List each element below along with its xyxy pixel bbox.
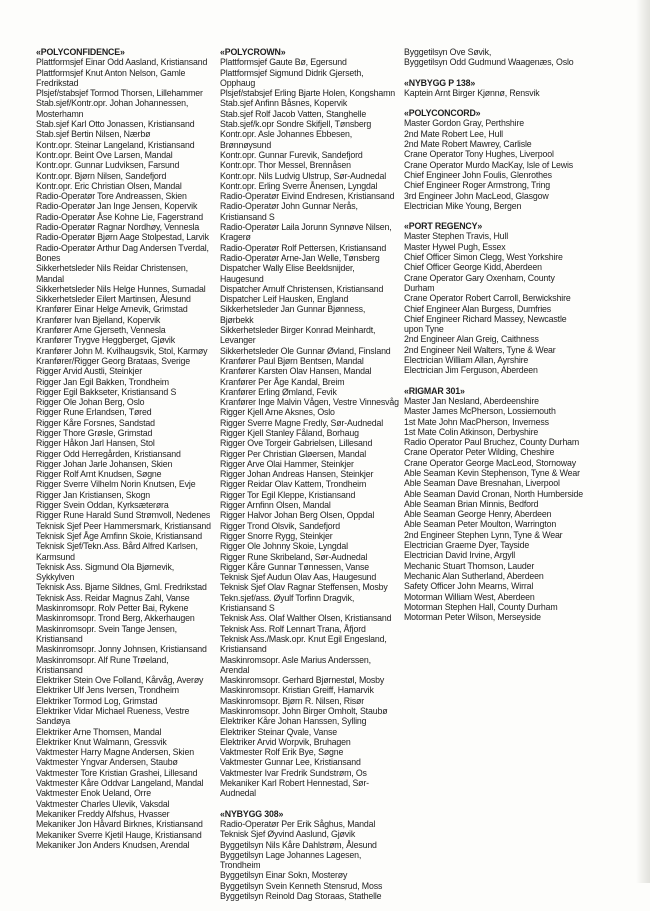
crew-entry: Crane Operator Robert Carroll, Berwickshire xyxy=(404,293,571,304)
crew-entry: Kranfører Ivan Bjelland, Kopervik xyxy=(36,314,161,325)
crew-entry: Mekaniker Jon Anders Knudsen, Arendal xyxy=(36,839,190,850)
crew-entry: Dispatcher Arnulf Christensen, Kristiansand xyxy=(220,283,384,294)
crew-entry: Kranfører Paul Bjørn Bentsen, Mandal xyxy=(220,355,364,366)
crew-entry: Maskinromsopr. John Birger Omholt, Staubø xyxy=(220,706,388,716)
crew-entry: Sikkerhetsleder Birger Konrad Meinhardt, xyxy=(220,325,376,336)
crew-entry: Electrician Graeme Dyer, Tayside xyxy=(404,540,530,551)
crew-entry: Mechanic Alan Sutherland, Aberdeen xyxy=(404,570,544,581)
crew-entry: Rigger Egil Bakkseter, Kristiansand S xyxy=(36,386,177,397)
crew-entry: Teknisk Ass. Reidar Magnus Zahl, Vanse xyxy=(36,592,190,603)
crew-entry: Chief Officer George Kidd, Aberdeen xyxy=(404,262,542,273)
crew-entry: Radio-Operatør Åse Kohne Lie, Fagerstrand xyxy=(36,211,203,222)
crew-entry: Stab.sjef Anfinn Båsnes, Kopervik xyxy=(220,98,348,109)
crew-entry: Kranfører Einar Helge Arnevik, Grimstad xyxy=(36,304,188,315)
crew-entry: Chief Officer Simon Clegg, West Yorkshire xyxy=(404,252,563,263)
crew-entry: Rigger Johan Jarle Johansen, Skien xyxy=(36,458,173,469)
crew-entry: Sikkerhetsleder Eilert Martinsen, Ålesund xyxy=(36,294,191,305)
crew-section xyxy=(220,47,400,799)
crew-entry: Vaktmester Ivar Fredrik Sundstrøm, Os xyxy=(220,767,367,778)
crew-entry: 1st Mate Colin Atkinson, Derbyshire xyxy=(404,426,539,437)
crew-entry: Radio-Operatør Arthur Dag Andersen Tverdal, xyxy=(36,242,209,253)
crew-entry: Rigger Rune Harald Sund Strømvoll, Nedenes xyxy=(36,510,211,521)
crew-entry: Kragerø xyxy=(220,232,251,243)
crew-entry: Able Seaman David Cronan, North Humberside xyxy=(404,488,584,499)
crew-entry: Radio-Operatør John Gunnar Nerås, Kristiansand S xyxy=(220,201,361,222)
crew-entry: Motorman William West, Aberdeen xyxy=(404,591,535,602)
crew-entry: Stab.sjef/k.opr Sondre Skifjell, Tønsberg xyxy=(220,119,372,130)
crew-entry: Sikkerhetsleder Ole Gunnar Øvland, Finsland xyxy=(220,345,391,356)
crew-entry: Byggetilsyn Odd Gudmund Waagenæs, Oslo xyxy=(404,57,574,68)
crew-entry: Kranfører/Rigger Georg Brataas, Sverige xyxy=(36,355,191,366)
crew-entry: Radio-Operatør Tore Andreassen, Skien xyxy=(36,191,187,202)
column-2 xyxy=(220,47,400,911)
crew-entry: 3rd Engineer John MacLeod, Glasgow xyxy=(404,190,549,201)
crew-entry: Rigger Thore Grøsle, Grimstad xyxy=(36,427,153,438)
crew-entry: Rigger Johan Andreas Hansen, Steinkjer xyxy=(220,469,374,480)
crew-entry: Motorman Peter Wilson, Merseyside xyxy=(404,612,541,623)
crew-entry: Teknisk Sjef Åge Arnfinn Skoie, Kristiansand xyxy=(36,530,203,541)
crew-entry: Stab.sjef Rolf Jacob Vatten, Stanghelle xyxy=(220,108,367,119)
crew-entry: Byggetilsyn Ove Søvik, xyxy=(404,47,492,57)
crew-entry: Rigger Sverre Vilhelm Norin Knutsen, Evje xyxy=(36,479,196,490)
crew-entry: Byggetilsyn Lage Johannes Lagesen, Trondheim xyxy=(220,849,364,871)
crew-entry: Elektriker Tormod Log, Grimstad xyxy=(36,695,158,706)
crew-entry: Teknisk Sjef Olav Ragnar Steffensen, Mosby xyxy=(220,582,388,593)
column-3 xyxy=(404,47,612,632)
crew-entry: Teknisk Ass. Olaf Walther Olsen, Kristiansand xyxy=(220,613,392,624)
crew-entry: Plattformsjef Gaute Bø, Egersund xyxy=(220,57,347,68)
crew-entry: Rigger Snorre Rygg, Steinkjer xyxy=(220,530,333,541)
crew-entry: Able Seaman George Henry, Aberdeen xyxy=(404,509,552,520)
crew-entry: Mekaniker Karl Robert Hennestad, Sør-Audnedal xyxy=(220,778,369,799)
section-heading: «PORT REGENCY» xyxy=(404,221,483,232)
crew-section xyxy=(36,47,214,850)
crew-entry: Rigger Svein Oddan, Kyrksæterøra xyxy=(36,500,169,511)
crew-entry: Kranfører Inge Malvin Vågen, Vestre Vinnesvåg xyxy=(220,397,399,408)
crew-entry: Rigger Jan Egil Bakken, Trondheim xyxy=(36,376,169,387)
crew-entry: Rigger Trond Olsvik, Sandefjord xyxy=(220,520,341,531)
crew-section xyxy=(404,47,612,68)
crew-entry: Teknisk Ass./Mask.opr. Knut Egil Engesland, xyxy=(220,633,387,644)
crew-entry: Radio-Operatør Jan Inge Jensen, Kopervik xyxy=(36,201,198,212)
crew-section xyxy=(220,809,400,902)
crew-entry: Mekaniker Jon Håvard Birknes, Kristiansand xyxy=(36,819,203,830)
crew-entry: Radio Operator Paul Bruchez, County Durham xyxy=(404,437,580,448)
crew-entry: Able Seaman Brian Minnis, Bedford xyxy=(404,498,539,509)
crew-entry: Mechanic Stuart Thomson, Lauder xyxy=(404,560,535,571)
crew-entry: Kranfører Trygve Heggberget, Gjøvik xyxy=(36,335,175,346)
section-heading: «POLYCONCORD» xyxy=(404,108,481,119)
crew-entry: Maskinromsopr. Kristian Greiff, Hamarvik xyxy=(220,685,374,696)
crew-entry: Kontr.opr. Eric Christian Olsen, Mandal xyxy=(36,180,182,191)
crew-entry: Teknisk Sjef Audun Olav Aas, Haugesund xyxy=(220,572,377,583)
crew-entry: 2nd Mate Robert Lee, Hull xyxy=(404,128,503,139)
crew-entry: Safety Officer John Mearns, Wirral xyxy=(404,581,534,592)
crew-entry: Chief Engineer Richard Massey, Newcastle xyxy=(404,313,567,324)
crew-entry: Electrician William Allan, Ayrshire xyxy=(404,355,529,366)
crew-entry: Kontr.opr. Asle Johannes Ebbesen, Brønnøysund xyxy=(220,129,355,150)
crew-section xyxy=(404,221,612,375)
crew-section xyxy=(404,108,612,211)
crew-entry: Vaktmester Gunnar Lee, Kristiansand xyxy=(220,757,361,768)
crew-entry: Vaktmester Rolf Erik Bye, Søgne xyxy=(220,747,344,758)
crew-entry: Kontr.opr. Beint Ove Larsen, Mandal xyxy=(36,149,173,160)
crew-entry: Mekaniker Sverre Kjetil Hauge, Kristiansand xyxy=(36,829,202,840)
crew-entry: Sikkerhetsleder Jan Gunnar Bjønness, Bjørbekk xyxy=(220,304,368,325)
crew-entry: Elektriker Kåre Johan Hanssen, Sylling xyxy=(220,716,367,727)
crew-entry: Sikkerhetsleder Nils Reidar Christensen, Mandal xyxy=(36,263,191,284)
crew-entry: Kontr.opr. Erling Sverre Ånensen, Lyngdal xyxy=(220,180,378,191)
crew-entry: Chief Engineer Roger Armstrong, Tring xyxy=(404,180,551,191)
section-heading: «RIGMAR 301» xyxy=(404,385,465,396)
crew-entry: Chief Engineer John Foulis, Glenrothes xyxy=(404,169,552,180)
crew-entry: Maskinromsopr. Asle Marius Anderssen, Arendal xyxy=(220,654,373,675)
crew-entry: Teknisk Ass. Sigmund Ola Bjørnevik, Sykkylven xyxy=(36,561,177,583)
crew-entry: Rigger Jan Kristiansen, Skogn xyxy=(36,489,150,500)
section-heading: «POLYCROWN» xyxy=(220,47,286,57)
crew-entry: 2nd Engineer Neil Walters, Tyne & Wear xyxy=(404,344,556,355)
crew-entry: Sandøya xyxy=(36,716,71,727)
crew-entry: Byggetilsyn Svein Kenneth Stensrud, Moss xyxy=(220,880,383,891)
crew-entry: Stab.sjef Bertin Nilsen, Nærbø xyxy=(36,129,151,140)
crew-entry: Elektriker Stein Ove Folland, Kårvåg, Averøy xyxy=(36,675,204,686)
crew-entry: Radio-Operatør Eivind Endresen, Kristiansand xyxy=(220,191,395,202)
crew-entry: Teknisk Ass. Bjarne Sildnes, Gml. Fredrikstad xyxy=(36,582,207,593)
crew-entry: Levanger xyxy=(220,335,256,346)
crew-entry: Crane Operator Tony Hughes, Liverpool xyxy=(404,149,554,160)
crew-entry: Rigger Arve Olai Hammer, Steinkjer xyxy=(220,458,354,469)
section-heading: «POLYCONFIDENCE» xyxy=(36,47,125,57)
crew-entry: Rigger Odd Herregården, Kristiansand xyxy=(36,448,181,459)
crew-entry: Vaktmester Yngvar Andersen, Staubø xyxy=(36,757,178,768)
crew-entry: Plattformsjef Sigmund Didrik Gjerseth, Opphaug xyxy=(220,67,366,88)
crew-section xyxy=(404,386,612,623)
crew-entry: Elektriker Ulf Jens Iversen, Trondheim xyxy=(36,685,179,696)
crew-entry: Elektriker Vidar Michael Rueness, Vestre xyxy=(36,706,190,716)
crew-entry: Rigger Rolf Arnt Knudsen, Søgne xyxy=(36,469,162,480)
crew-entry: Tekn.sjef/ass. Øyulf Torfinn Dragvik, Kristiansand S xyxy=(220,592,357,614)
crew-entry: Able Seaman Peter Moulton, Warrington xyxy=(404,519,557,530)
crew-entry: Master Jan Nesland, Aberdeenshire xyxy=(404,395,539,406)
crew-entry: Rigger Håkon Jarl Hansen, Stol xyxy=(36,438,155,449)
crew-section xyxy=(404,78,612,99)
crew-entry: Maskinromsopr. Jonny Johnsen, Kristiansand xyxy=(36,644,207,655)
crew-entry: Elektriker Steinar Qvale, Vanse xyxy=(220,726,337,737)
crew-entry: Rigger Halvor Johan Berg Olsen, Oppdal xyxy=(220,510,375,521)
crew-entry: Plsjef/stabsjef Erling Bjarte Holen, Kongshamn xyxy=(220,88,395,99)
crew-entry: Elektriker Knut Walmann, Gressvik xyxy=(36,736,167,747)
crew-entry: Electrician David Irvine, Argyll xyxy=(404,550,516,561)
crew-entry: Durham xyxy=(404,282,435,293)
crew-entry: Teknisk Sjef Øyvind Aaslund, Gjøvik xyxy=(220,829,356,840)
crew-entry: Rigger Arnfinn Olsen, Mandal xyxy=(220,500,331,511)
crew-entry: Kontr.opr. Gunnar Furevik, Sandefjord xyxy=(220,149,363,160)
section-heading: «NYBYGG P 138» xyxy=(404,77,476,88)
crew-entry: Plattformsjef Einar Odd Aasland, Kristiansand xyxy=(36,57,208,68)
crew-entry: Kontr.opr. Thor Messel, Brennåsen xyxy=(220,160,351,171)
crew-entry: Kaptein Arnt Birger Kjønnø, Rensvik xyxy=(404,87,540,98)
crew-entry: Stab.sjef Karl Otto Jonassen, Kristiansand xyxy=(36,119,195,130)
crew-entry: Maskinromsopr. Alf Rune Trøeland, Kristiansand xyxy=(36,654,171,675)
crew-entry: Vaktmester Harry Magne Andersen, Skien xyxy=(36,747,194,758)
crew-entry: Stab.sjef/Kontr.opr. Johan Johannessen, xyxy=(36,98,189,109)
crew-entry: Rigger Arvid Austli, Steinkjer xyxy=(36,366,142,377)
crew-entry: upon Tyne xyxy=(404,324,444,335)
crew-entry: Plattformsjef Knut Anton Nelson, Gamle xyxy=(36,67,186,78)
crew-entry: Byggetilsyn Nils Kåre Dahlstrøm, Ålesund xyxy=(220,839,377,850)
crew-entry: Teknisk Sjef/Tekn.Ass. Bård Alfred Karlsen, xyxy=(36,541,198,552)
page-edge-shadow xyxy=(636,0,650,883)
crew-entry: Rigger Per Christian Gløersen, Mandal xyxy=(220,448,367,459)
crew-entry: Master Stephen Travis, Hull xyxy=(404,231,508,242)
crew-entry: Master Hywel Pugh, Essex xyxy=(404,241,506,252)
crew-entry: 2nd Engineer Stephen Lynn, Tyne & Wear xyxy=(404,529,563,540)
crew-entry: Rigger Ole Johnny Skoie, Lyngdal xyxy=(220,541,348,552)
crew-entry: Rigger Kjell Arne Aksnes, Oslo xyxy=(220,407,335,418)
crew-entry: Elektriker Arne Thomsen, Mandal xyxy=(36,726,162,737)
crew-entry: Chief Engineer Alan Burgess, Dumfries xyxy=(404,303,552,314)
crew-entry: Maskinromsopr. Gerhard Bjørnestøl, Mosby xyxy=(220,675,385,686)
crew-entry: Rigger Kåre Forsnes, Sandstad xyxy=(36,417,155,428)
crew-entry: 2nd Engineer Alan Greig, Caithness xyxy=(404,334,539,345)
crew-entry: Kranfører Per Åge Kandal, Breim xyxy=(220,376,345,387)
crew-entry: Elektriker Arvid Worpvik, Bruhagen xyxy=(220,736,351,747)
crew-entry: Kranfører John M. Kvilhaugsvik, Stol, Karmøy xyxy=(36,345,208,356)
crew-entry: Kontr.opr. Bjørn Nilsen, Sandefjord xyxy=(36,170,167,181)
crew-entry: Vaktmester Enok Ueland, Orre xyxy=(36,788,151,799)
crew-entry: Bones xyxy=(36,252,61,263)
crew-entry: Mosterhamn xyxy=(36,108,84,119)
crew-entry: Electrician Jim Ferguson, Aberdeen xyxy=(404,365,538,376)
crew-entry: Kontr.opr. Nils Ludvig Ulstrup, Sør-Audnedal xyxy=(220,170,387,181)
crew-entry: Maskinromsopr. Svein Tange Jensen, xyxy=(36,623,177,634)
crew-entry: 1st Mate John MacPherson, Inverness xyxy=(404,416,549,427)
crew-entry: Kranfører Erling Ømland, Fevik xyxy=(220,386,337,397)
crew-entry: Crane Operator George MacLeod, Stornoway xyxy=(404,457,576,468)
crew-entry: 2nd Mate Robert Mawrey, Carlisle xyxy=(404,139,532,150)
crew-entry: Maskinromsopr. Rolv Petter Bai, Rykene xyxy=(36,603,189,614)
crew-entry: Vaktmester Tore Kristian Grashei, Lillesand xyxy=(36,767,198,778)
crew-entry: Maskinromsopr. Bjørn R. Nilsen, Risør xyxy=(220,695,365,706)
crew-entry: Kranfører Karsten Olav Hansen, Mandal xyxy=(220,366,372,377)
crew-entry: Rigger Rune Erlandsen, Tøred xyxy=(36,407,152,418)
crew-entry: Rigger Sverre Magne Fredly, Sør-Audnedal xyxy=(220,417,384,428)
crew-entry: Mekaniker Freddy Alfshus, Hvasser xyxy=(36,808,170,819)
crew-entry: Rigger Tor Egil Kleppe, Kristiansand xyxy=(220,489,356,500)
crew-entry: Crane Operator Murdo MacKay, Isle of Lewis xyxy=(404,159,574,170)
crew-entry: Dispatcher Wally Elise Beeldsnijder, Haugesund xyxy=(220,263,357,284)
crew-entry: Rigger Kjell Stanley Fåland, Borhaug xyxy=(220,427,359,438)
crew-entry: Radio-Operatør Arne-Jan Welle, Tønsberg xyxy=(220,252,380,263)
crew-entry: Rigger Ove Torgeir Gabrielsen, Lillesand xyxy=(220,438,373,449)
crew-entry: Sikkerhetsleder Nils Helge Hunnes, Surnadal xyxy=(36,283,206,294)
crew-entry: Radio-Operatør Bjørn Aage Stolpestad, Larvik xyxy=(36,232,209,243)
crew-entry: Teknisk Ass. Rolf Lennart Trana, Åfjord xyxy=(220,623,366,634)
crew-entry: Byggetilsyn Reinold Dag Storaas, Stathelle xyxy=(220,891,382,902)
crew-entry: Vaktmester Kåre Oddvar Langeland, Mandal xyxy=(36,778,204,789)
crew-entry: Able Seaman Dave Bresnahan, Liverpool xyxy=(404,478,560,489)
crew-entry: Dispatcher Leif Hausken, England xyxy=(220,294,349,305)
crew-entry: Rigger Reidar Olav Kattem, Trondheim xyxy=(220,479,367,490)
crew-entry: Teknisk Sjef Peer Hammersmark, Kristiansand xyxy=(36,520,211,531)
crew-entry: Kontr.opr. Gunnar Ludviksen, Farsund xyxy=(36,160,180,171)
crew-entry: Radio-Operatør Rolf Pettersen, Kristiansand xyxy=(220,242,387,253)
crew-entry: Kristiansand xyxy=(36,633,83,644)
crew-entry: Electrician Mike Young, Bergen xyxy=(404,200,522,211)
section-heading: «NYBYGG 308» xyxy=(220,808,284,819)
crew-entry: Karmsund xyxy=(36,551,75,562)
crew-entry: Motorman Stephen Hall, County Durham xyxy=(404,601,558,612)
crew-entry: Radio-Operatør Laila Jorunn Synnøve Nilsen, xyxy=(220,222,392,233)
crew-entry: Radio-Operatør Per Erik Såghus, Mandal xyxy=(220,818,376,829)
crew-entry: Master James McPherson, Lossiemouth xyxy=(404,406,556,417)
crew-entry: Rigger Ole Johan Berg, Oslo xyxy=(36,397,145,408)
crew-entry: Plsjef/stabsjef Tormod Thorsen, Lillehammer xyxy=(36,88,203,99)
crew-entry: Kristiansand xyxy=(220,644,267,655)
crew-entry: Rigger Kåre Gunnar Tønnessen, Vanse xyxy=(220,561,369,572)
crew-entry: Able Seaman Kevin Stephenson, Tyne & Wear xyxy=(404,467,580,478)
crew-entry: Fredrikstad xyxy=(36,77,79,88)
crew-entry: Radio-Operatør Ragnar Nordhøy, Vennesla xyxy=(36,222,200,233)
crew-entry: Crane Operator Peter Wilding, Cheshire xyxy=(404,447,555,458)
crew-entry: Byggetilsyn Einar Sokn, Mosterøy xyxy=(220,870,348,881)
crew-entry: Maskinromsopr. Trond Berg, Akkerhaugen xyxy=(36,613,195,624)
column-1 xyxy=(36,47,214,860)
crew-entry: Kontr.opr. Steinar Langeland, Kristiansand xyxy=(36,139,195,150)
crew-entry: Kranfører Arne Gjerseth, Vennesla xyxy=(36,325,166,336)
crew-entry: Rigger Rune Skribeland, Sør-Audnedal xyxy=(220,551,368,562)
crew-entry: Master Gordon Gray, Perthshire xyxy=(404,118,525,129)
crew-entry: Crane Operator Gary Oxenham, County xyxy=(404,272,555,283)
crew-entry: Vaktmester Charles Ulevik, Vaksdal xyxy=(36,798,170,809)
